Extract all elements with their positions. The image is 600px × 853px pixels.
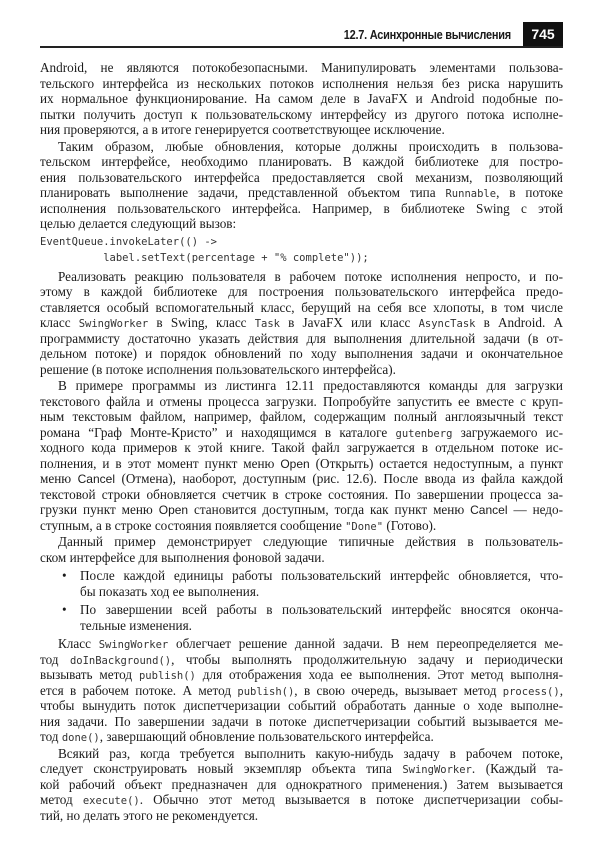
paragraph	[40, 139, 563, 232]
inline-code: Runnable	[445, 188, 497, 200]
text-line: ходного кода примеров к этой книге. Такой файл загружается в отдельном потоке ис-	[40, 440, 563, 455]
inline-code: Task	[254, 318, 280, 330]
text-line: ным текстовым файлом, например, файлом, содержащим полный англоязычный текст	[40, 409, 563, 424]
running-header	[40, 22, 563, 48]
paragraph	[40, 636, 563, 745]
text-line: их нормальное функционирование. На самом деле в JavaFX и Android подобные по-	[40, 91, 563, 106]
text-line: планировать выполнение задачи, представленной объектом типа Runnable, в потоке	[40, 185, 563, 200]
text-line: По завершении всей работы в пользовательский интерфейс вносятся оконча-	[80, 602, 563, 617]
text-line: решение (в потоке исполнения пользовательского интерфейса).	[40, 361, 396, 377]
paragraph	[40, 60, 563, 138]
bullet-icon: •	[62, 568, 67, 583]
inline-code: gutenberg	[395, 427, 453, 440]
text-line: ступным, а в строке состояния появляется сообщение "Done" (Готово).	[40, 517, 437, 533]
text-line: пытки получить доступ к пользовательскому интерфейсу из другого потока исполне-	[40, 106, 563, 122]
paragraph	[40, 378, 563, 533]
text-line: ения пользовательского интерфейса предоставляется свой механизм, позволяющий	[40, 169, 563, 185]
inline-code: SwingWorker	[78, 318, 149, 330]
text-line: тельные изменения.	[80, 617, 192, 633]
text-line: следует сконструировать новый экземпляр объекта типа SwingWorker. (Каждый та-	[40, 761, 563, 776]
text-line: тельского интерфейса из нескольких потоков исполнения нельзя без риска нарушить	[40, 75, 563, 91]
text-line: класс SwingWorker в Swing, класс Task в JavaFX или класс AsyncTask в Android. А	[40, 315, 563, 330]
text-line: тод doInBackground(), чтобы выполнять продолжительную задачу и периодически	[40, 651, 563, 667]
text-line: бы показать ход ее выполнения.	[80, 583, 260, 599]
text-line: ния задачи. По завершении задачи в потоке диспетчеризации событий вызывается ме-	[40, 713, 563, 729]
code-line: label.setText(percentage + "% complete"));	[40, 251, 369, 264]
inline-code: "Done"	[345, 520, 384, 533]
text-line: ставляется особый вспомогательный класс, берущий на себя все хлопоты, в том числе	[40, 299, 563, 315]
ui-label: Open	[158, 503, 189, 517]
header-rule	[40, 46, 563, 48]
text-line: текстового файла и отмены процесса загрузки. Попробуйте запустить ее вместе с круп-	[40, 393, 563, 409]
code-line: EventQueue.invokeLater(() ->	[40, 235, 218, 248]
text-line: тод done(), завершающий обновление пользовательского интерфейса.	[40, 729, 434, 744]
text-line: полнения, и в этот момент пункт меню Open (Открыть) остается недоступным, а пункт	[40, 455, 563, 471]
ui-label: Cancel	[77, 472, 115, 486]
page-body	[40, 60, 563, 824]
text-line: ется в рабочем потоке. А метод publish(), в свою очередь, вызывает метод process(),	[40, 682, 563, 698]
text-line: метод execute(). Обычно этот метод вызывается в потоке диспетчеризации собы-	[40, 792, 563, 807]
section-title: 12.7. Асинхронные вычисления	[343, 28, 511, 42]
text-line: В примере программы из листинга 12.11 предоставляются команды для загрузки	[58, 378, 563, 393]
text-line: Реализовать реакцию пользователя в рабочем потоке исполнения непросто, и по-	[58, 268, 563, 284]
inline-code: done()	[61, 732, 100, 744]
text-line: тий, но делать этого не рекомендуется.	[40, 807, 259, 823]
inline-code: doInBackground()	[69, 654, 172, 667]
inline-code: publish()	[138, 670, 196, 682]
text-line: ском интерфейсе для выполнения фоновой задачи.	[40, 549, 325, 565]
text-line: программисту достаточно указать действия для выполнения длительной задачи (в от-	[40, 330, 563, 346]
text-line: После каждой единицы работы пользовательский интерфейс обновляется, что-	[80, 568, 563, 583]
inline-code: SwingWorker	[98, 639, 169, 651]
inline-code: process()	[502, 685, 560, 698]
code-listing	[40, 234, 563, 266]
text-line: кой рабочий объект предназначен для однократного применения.) Затем вызывается	[40, 776, 563, 792]
text-line: Данный пример демонстрирует следующие типичные действия в пользователь-	[58, 534, 563, 549]
text-line: целью делается следующий вызов:	[40, 216, 237, 231]
inline-code: execute()	[82, 795, 140, 807]
inline-code: SwingWorker	[402, 764, 472, 776]
bullet-item	[40, 602, 563, 633]
inline-code: AsyncTask	[418, 318, 476, 330]
paragraph	[40, 534, 563, 565]
text-line: тельском интерфейсе, необходимо планировать. В каждой библиотеке для постро-	[40, 154, 563, 169]
page-number: 745	[523, 22, 563, 47]
ui-label: Open	[280, 456, 310, 471]
text-line: чтобы вынудить поток диспетчеризации событий обработать данные о ходе выполне-	[40, 698, 563, 713]
text-line: грузки пункт меню Open становится доступным, тогда как пункт меню Cancel — недо-	[40, 502, 563, 517]
text-line: текстовой строки обновляется счетчик в строке состояния. По завершении процесса за-	[40, 486, 563, 502]
text-line: Android, не являются потокобезопасными. Манипулировать элементами пользова-	[40, 60, 563, 75]
text-line: этому в каждой библиотеке для построения пользовательского интерфейса предо-	[40, 284, 563, 299]
text-line: Таким образом, любые обновления, которые должны происходить в пользова-	[58, 138, 563, 154]
text-line: романа “Граф Монте-Кристо” и находящимся в каталоге gutenberg загружаемого ис-	[40, 424, 563, 440]
paragraph	[40, 269, 563, 378]
ui-label: Cancel	[470, 503, 508, 517]
text-line: Класс SwingWorker облегчает решение данной задачи. В нем переопределяется ме-	[58, 636, 564, 651]
text-line: вызывать метод publish() для отображения хода ее выполнения. Этот метод выполня-	[40, 667, 563, 682]
inline-code: publish()	[237, 685, 295, 698]
paragraph	[40, 746, 563, 824]
text-line: ния проверяются, а в итоге генерируется соответствующее исключение.	[40, 122, 445, 137]
text-line: исполнения пользовательского интерфейса. Например, в библиотеке Swing с этой	[40, 200, 563, 216]
text-line: дельном потоке) и порядок обновлений по ходу выполнения задачи и окончательное	[40, 346, 563, 361]
bullet-icon: •	[62, 602, 67, 617]
text-line: меню Cancel (Отмена), наоборот, доступным (рис. 12.6). После ввода из файла каждой	[40, 471, 564, 486]
bullet-item	[40, 568, 563, 599]
text-line: Всякий раз, когда требуется выполнить какую-нибудь задачу в рабочем потоке,	[58, 745, 563, 761]
